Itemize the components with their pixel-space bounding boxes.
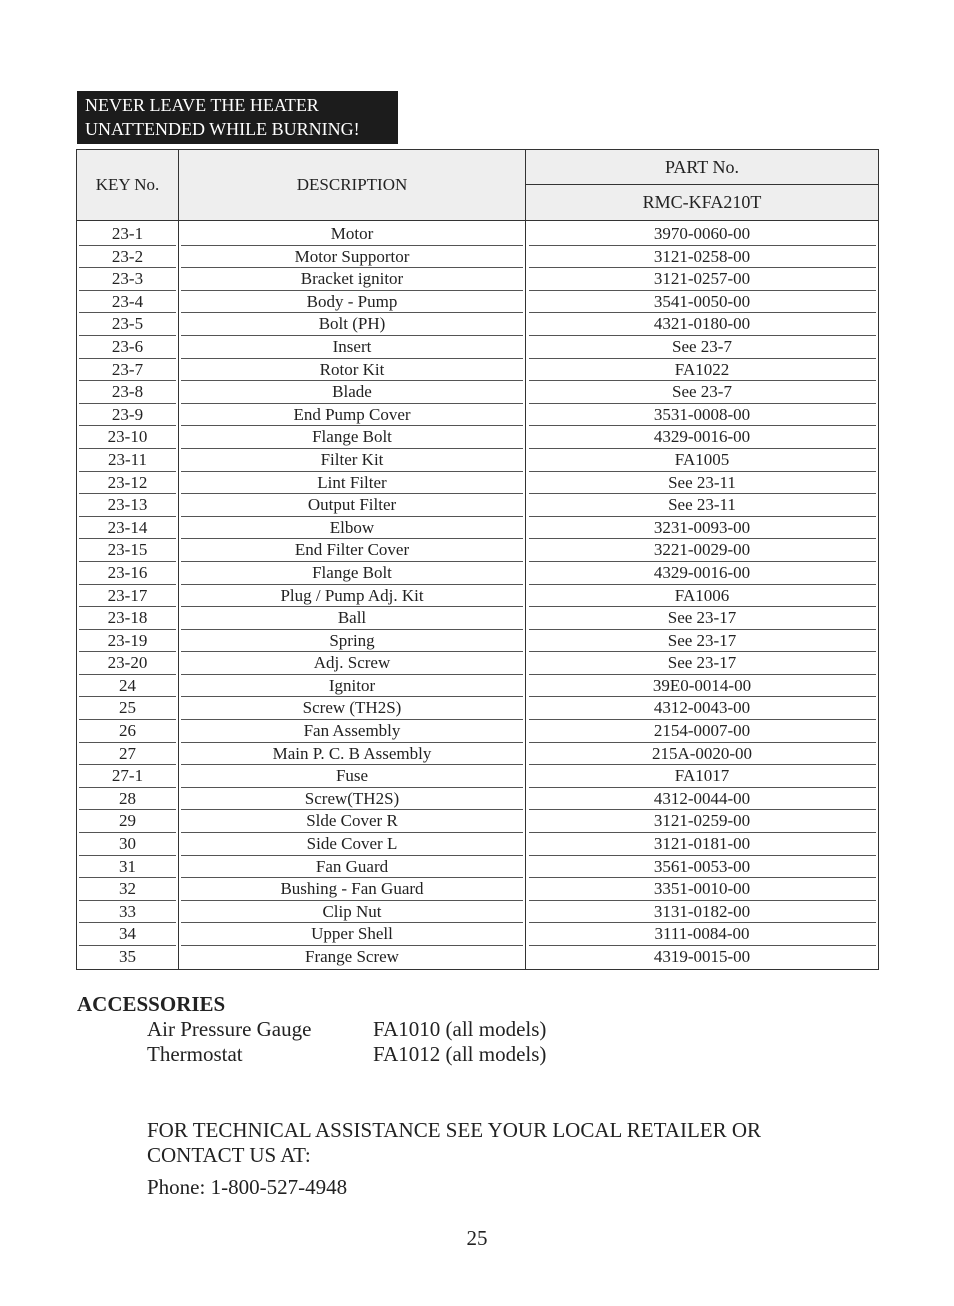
description-cell: Filter Kit — [320, 449, 384, 469]
table-row — [77, 449, 878, 472]
table-row — [77, 246, 878, 269]
table-row — [77, 585, 878, 608]
table-body — [77, 223, 878, 969]
key-cell: 34 — [119, 924, 136, 944]
part-cell: 3970-0060-00 — [653, 224, 751, 243]
key-cell: 23-12 — [107, 472, 148, 492]
key-cell: 25 — [119, 698, 136, 718]
description-cell: Motor Supportor — [294, 246, 410, 266]
table-row — [77, 268, 878, 291]
description-cell: Upper Shell — [311, 924, 393, 944]
description-cell: Ball — [337, 608, 367, 628]
accessory-name: Thermostat — [147, 1042, 243, 1066]
part-cell: 3121-0258-00 — [653, 246, 751, 266]
part-cell: 4312-0043-00 — [653, 698, 751, 718]
part-cell: 3351-0010-00 — [653, 879, 751, 899]
part-cell: See 23-11 — [668, 495, 736, 515]
key-cell: 23-19 — [107, 630, 148, 650]
table-row — [77, 833, 878, 856]
warning-line-1: NEVER LEAVE THE HEATER — [85, 95, 319, 115]
description-cell: Plug / Pump Adj. Kit — [280, 585, 424, 605]
part-cell: 4319-0015-00 — [653, 947, 751, 966]
table-row — [77, 223, 878, 246]
table-header — [77, 150, 878, 221]
part-cell: 3541-0050-00 — [653, 291, 751, 311]
warning-line-2: UNATTENDED WHILE BURNING! — [85, 119, 360, 139]
table-row — [77, 810, 878, 833]
table-row — [77, 404, 878, 427]
table-row — [77, 517, 878, 540]
description-cell: Flange Bolt — [312, 562, 392, 582]
key-cell: 23-16 — [107, 562, 148, 582]
accessory-item — [147, 1017, 547, 1042]
key-cell: 23-7 — [111, 359, 144, 379]
key-cell: 23-11 — [107, 449, 148, 469]
table-row — [77, 901, 878, 924]
description-cell: Flange Bolt — [312, 427, 392, 447]
technical-assistance-note — [147, 1118, 761, 1168]
description-cell: Clip Nut — [322, 901, 382, 921]
key-cell: 26 — [119, 721, 136, 741]
description-cell: Side Cover L — [306, 834, 398, 854]
table-row — [77, 856, 878, 879]
part-cell: FA1022 — [674, 359, 730, 379]
key-cell: 23-17 — [107, 585, 148, 605]
key-cell: 23-1 — [111, 224, 144, 243]
part-cell: FA1005 — [674, 449, 730, 469]
description-cell: Fan Assembly — [303, 721, 401, 741]
part-cell: 3111-0084-00 — [654, 924, 750, 944]
key-cell: 23-9 — [111, 404, 144, 424]
part-cell: See 23-7 — [672, 382, 732, 402]
table-row — [77, 697, 878, 720]
description-cell: End Filter Cover — [294, 540, 410, 560]
table-row — [77, 336, 878, 359]
key-cell: 23-20 — [107, 653, 148, 673]
part-cell: 4329-0016-00 — [653, 427, 751, 447]
assistance-line-2: CONTACT US AT: — [147, 1143, 311, 1167]
phone-number: Phone: 1-800-527-4948 — [147, 1175, 348, 1199]
key-cell: 28 — [119, 788, 136, 808]
description-cell: Bolt (PH) — [318, 314, 386, 334]
table-row — [77, 562, 878, 585]
table-row — [77, 472, 878, 495]
header-key-no: KEY No. — [77, 150, 179, 220]
header-description: DESCRIPTION — [179, 150, 526, 220]
table-row — [77, 946, 878, 969]
key-cell: 24 — [119, 675, 136, 695]
part-cell: 4312-0044-00 — [653, 788, 751, 808]
description-cell: Adj. Screw — [313, 653, 391, 673]
description-cell: Lint Filter — [317, 472, 387, 492]
description-cell: Motor — [330, 224, 374, 243]
description-cell: Fuse — [335, 766, 369, 786]
description-cell: Slde Cover R — [306, 811, 398, 831]
key-cell: 29 — [119, 811, 136, 831]
part-cell: 39E0-0014-00 — [652, 675, 752, 695]
table-row — [77, 539, 878, 562]
table-row — [77, 878, 878, 901]
key-cell: 35 — [119, 947, 136, 966]
key-cell: 27 — [119, 743, 136, 763]
description-cell: Frange Screw — [305, 947, 399, 966]
part-cell: 4329-0016-00 — [653, 562, 751, 582]
description-cell: Rotor Kit — [319, 359, 385, 379]
part-cell: 3121-0259-00 — [653, 811, 751, 831]
description-cell: Bracket ignitor — [300, 269, 404, 289]
part-cell: See 23-7 — [672, 336, 732, 356]
table-row — [77, 743, 878, 766]
description-cell: Elbow — [329, 517, 375, 537]
warning-banner — [77, 91, 398, 144]
description-cell: Main P. C. B Assembly — [272, 743, 432, 763]
accessory-name: Air Pressure Gauge — [147, 1017, 312, 1041]
part-cell: 2154-0007-00 — [653, 721, 751, 741]
key-cell: 23-4 — [111, 291, 144, 311]
description-cell: Body - Pump — [306, 291, 398, 311]
part-cell: 3121-0181-00 — [653, 834, 751, 854]
table-row — [77, 720, 878, 743]
description-cell: Bushing - Fan Guard — [280, 879, 424, 899]
key-cell: 27-1 — [111, 766, 144, 786]
description-cell: Blade — [332, 382, 372, 402]
description-cell: Screw(TH2S) — [304, 788, 400, 808]
key-cell: 33 — [119, 901, 136, 921]
part-cell: 4321-0180-00 — [653, 314, 751, 334]
description-cell: End Pump Cover — [293, 404, 411, 424]
accessories-title: ACCESSORIES — [77, 992, 226, 1016]
key-cell: 23-18 — [107, 608, 148, 628]
key-cell: 23-2 — [111, 246, 144, 266]
part-cell: 3561-0053-00 — [653, 856, 751, 876]
table-row — [77, 788, 878, 811]
part-cell: See 23-17 — [667, 630, 737, 650]
key-cell: 23-13 — [107, 495, 148, 515]
part-cell: FA1017 — [674, 766, 730, 786]
key-cell: 23-14 — [107, 517, 148, 537]
description-cell: Screw (TH2S) — [302, 698, 402, 718]
description-cell: Output Filter — [307, 495, 397, 515]
table-row — [77, 381, 878, 404]
table-row — [77, 494, 878, 517]
key-cell: 23-5 — [111, 314, 144, 334]
table-row — [77, 765, 878, 788]
key-cell: 31 — [119, 856, 136, 876]
key-cell: 23-8 — [111, 382, 144, 402]
key-cell: 23-3 — [111, 269, 144, 289]
table-row — [77, 313, 878, 336]
part-cell: 3131-0182-00 — [653, 901, 751, 921]
key-cell: 30 — [119, 834, 136, 854]
header-model: RMC-KFA210T — [526, 185, 878, 220]
description-cell: Spring — [329, 630, 375, 650]
part-cell: 215A-0020-00 — [651, 743, 753, 763]
table-row — [77, 607, 878, 630]
key-cell: 32 — [119, 879, 136, 899]
table-row — [77, 923, 878, 946]
table-row — [77, 291, 878, 314]
table-row — [77, 630, 878, 653]
assistance-line-1: FOR TECHNICAL ASSISTANCE SEE YOUR LOCAL RETAILER OR — [147, 1118, 762, 1142]
description-cell: Fan Guard — [315, 856, 389, 876]
description-cell: Ignitor — [328, 675, 376, 695]
part-cell: See 23-17 — [667, 653, 737, 673]
table-row — [77, 426, 878, 449]
key-cell: 23-10 — [107, 427, 148, 447]
table-row — [77, 652, 878, 675]
table-row — [77, 675, 878, 698]
part-cell: 3221-0029-00 — [653, 540, 751, 560]
key-cell: 23-6 — [111, 336, 144, 356]
part-cell: See 23-17 — [667, 608, 737, 628]
description-cell: Insert — [332, 336, 372, 356]
part-cell: FA1006 — [674, 585, 730, 605]
part-cell: 3121-0257-00 — [653, 269, 751, 289]
key-cell: 23-15 — [107, 540, 148, 560]
accessory-part: FA1012 (all models) — [373, 1042, 547, 1066]
table-row — [77, 359, 878, 382]
part-cell: 3531-0008-00 — [653, 404, 751, 424]
accessory-item — [147, 1042, 547, 1067]
parts-table — [76, 149, 879, 970]
part-cell: See 23-11 — [668, 472, 736, 492]
accessory-part: FA1010 (all models) — [373, 1017, 547, 1041]
part-cell: 3231-0093-00 — [653, 517, 751, 537]
page-number: 25 — [466, 1226, 488, 1250]
header-part-no: PART No. — [526, 150, 878, 185]
